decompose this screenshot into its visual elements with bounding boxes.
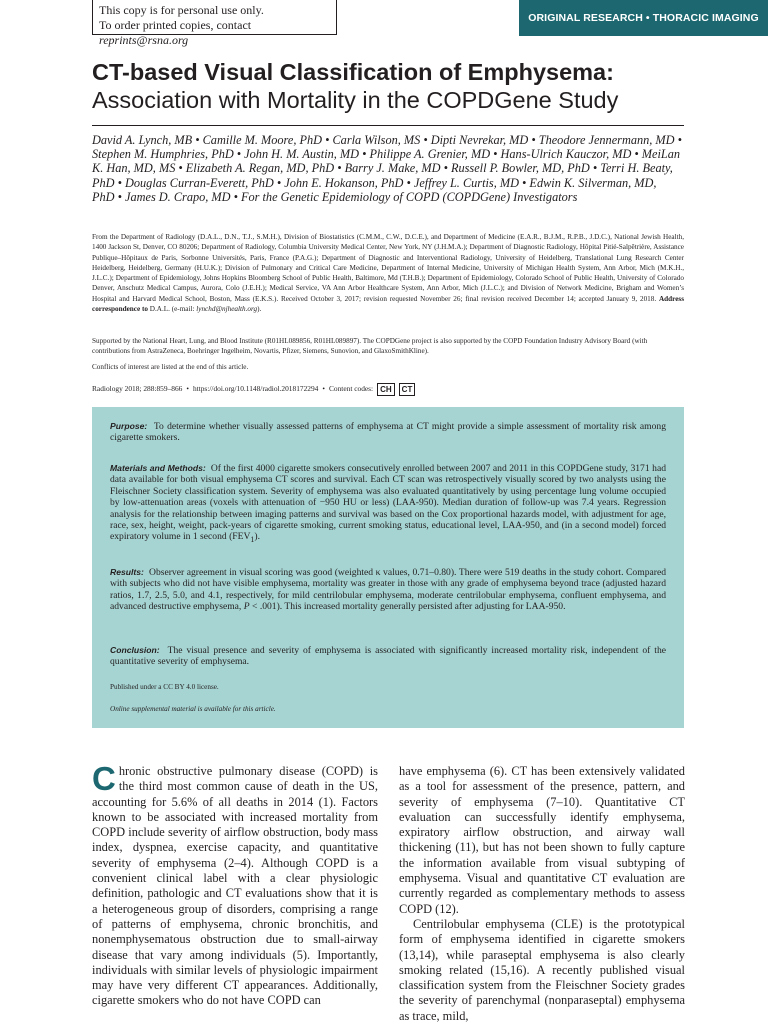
body-column-right bbox=[399, 764, 685, 1024]
body-paragraph: hronic obstructive pulmonary disease (COPD) is the third most common cause of death in the US, accounting for 5.6% of all deaths in 2014 (1). Factors known to be associated with increased mortality from COPD include severity of airflow obstruction, body mass index, dyspnea, exercise capacity, and quantitative severity of emphysema (2–4). Although COPD is a convenient clinical label with a clear physiologic definition, pathologic and CT evaluations show that it is a heterogeneous group of disorders, comprising a range of patterns of emphysema, chronic bronchitis, and nonemphysematous obstruction due to small-airway disease that vary among individuals (5). Importantly, individuals with similar levels of physiologic impairment may have very different CT appearances. Additionally, cigarette smokers who do not have COPD can bbox=[92, 764, 378, 1008]
conclusion-text: The visual presence and severity of emphysema is associated with significantly increased mortality risk, independent of the quantitative severity of emphysema. bbox=[110, 645, 666, 668]
correspondence-end: ). bbox=[257, 305, 262, 314]
title-divider bbox=[92, 125, 684, 126]
supplemental-note: Online supplemental material is available for this article. bbox=[110, 705, 276, 713]
content-code-ch: CH bbox=[377, 383, 395, 396]
citation-text: Radiology 2018; 288:859–866 bbox=[92, 384, 183, 393]
reprints-email-link[interactable]: reprints@rsna.org bbox=[99, 33, 189, 47]
correspondence-text: D.A.L. (e-mail: bbox=[147, 305, 197, 314]
methods-text: Of the first 4000 cigarette smokers consecutively enrolled between 2007 and 2011 in this COPDGene study, 3171 had data available for both visual emphysema CT scores and survival. Each CT scan was retrospectively visually scored by two analysts using the Fleischner Society classification system. Severity of emphysema was also evaluated quantitatively by using percentage lung volume occupied by low-attenuation areas (voxels with attenuation of −950 HU or less) (LAA-950). Median duration of follow-up was 7.4 years. Regression analysis for the relationship between imaging patterns and survival was based on the Cox proportional hazards model, with adjustment for age, race, sex, height, weight, pack-years of cigarette smoking, current smoking status, educational level, LAA-950, and (in a second model) forced expiratory volume in 1 second (FEV bbox=[110, 463, 667, 543]
citation-line bbox=[92, 382, 684, 396]
abstract-box bbox=[92, 407, 684, 728]
funding-statement: Supported by the National Heart, Lung, and Blood Institute (R01HL089856, R01HL089897). The COPDGene project is also supported by the COPD Foundation Industry Advisory Board (with contributions from AstraZeneca, Boehringer Ingelheim, Novartis, Pfizer, Siemens, Sunovion, and GlaxoSmithKline). bbox=[92, 337, 648, 356]
abstract-results bbox=[110, 567, 666, 613]
section-banner: ORIGINAL RESEARCH • THORACIC IMAGING bbox=[519, 0, 768, 36]
results-text: Observer agreement in visual scoring was good (weighted κ values, 0.71–0.80). There were 519 deaths in the study cohort. Compared with subjects who did not have visible emphysema, mortality was greater in those with any grade of emphysema beyond trace (adjusted hazard ratios, 1.7, 2.5, 5.0, and 4.1, respectively, for mild centrilobular emphysema, moderate centrilobular emphysema, confluent emphysema, and advanced destructive emphysema, bbox=[110, 567, 666, 613]
doi-link[interactable]: https://doi.org/10.1148/radiol.2018172294 bbox=[192, 384, 319, 393]
article-subtitle: Association with Mortality in the COPDGene Study bbox=[92, 87, 619, 113]
purpose-text: To determine whether visually assessed patterns of emphysema at CT might provide a simple assessment of mortality risk among cigarette smokers. bbox=[110, 421, 666, 444]
body-paragraph: Centrilobular emphysema (CLE) is the prototypical form of emphysema identified in cigarette smokers (13,14), while paraseptal emphysema is also clearly smoking related (15,16). A recently published visual classification system from the Fleischner Society grades the severity of parenchymal (nonparaseptal) emphysema as trace, mild, bbox=[399, 916, 685, 1023]
affiliations-text: From the Department of Radiology (D.A.L., D.N., T.J., S.M.H.), Division of Biostatistics (C.M.M., C.W., D.C.E.), and Department of Medicine (E.A.R., B.J.M., R.P.B., J.D.C.), National Jewish Health, 1400 Jackson St, Denver, CO 80206; Department of Radiology, Columbia University Medical Center, New York, NY (J.H.M.A.); Department of Diagnostic Radiology, Hôpital Pitié-Salpêtrière, Assistance Publique–Hôpitaux de Paris, Sorbonne Universités, Paris, France (P.A.G.); Department of Diagnostic and Interventional Radiology, University of Heidelberg, Translational Lung Research Center Heidelberg, Heidelberg, Germany (H.U.K.); Division of Pulmonary and Critical Care Medicine, Department of Internal Medicine, University of Michigan Health System, Ann Arbor, Mich (M.K.H., J.L.C.); Department of Epidemiology, Johns Hopkins Bloomberg School of Public Health, Baltimore, Md (T.H.B.); Department of Epidemiology, Colorado School of Public Health, University of Colorado Denver, Anschutz Medical Campus, Aurora, Colo (J.E.H.); Medical Service, VA Ann Arbor Healthcare System, Ann Arbor, Mich (J.L.C.); and Division of Network Medicine, Brigham and Women’s Hospital and Harvard Medical School, Boston, Mass (E.K.S.). Received October 3, 2017; revision requested November 26; final revision received December 14; accepted January 9, 2018. bbox=[92, 233, 684, 303]
content-code-ct: CT bbox=[399, 383, 416, 396]
bullet-separator: • bbox=[186, 384, 189, 393]
license-note: Published under a CC BY 4.0 license. bbox=[110, 683, 219, 691]
notice-line1: This copy is for personal use only. bbox=[99, 3, 264, 17]
article-title-block bbox=[92, 58, 692, 114]
article-title: CT-based Visual Classification of Emphysema: bbox=[92, 59, 614, 85]
body-paragraph: have emphysema (6). CT has been extensively validated as a tool for assessment of the presence, pattern, and severity of emphysema (7–10). Quantitative CT evaluation can successfully identify emphysema, expiratory airflow obstruction, and airway wall thickening (11), but has not been shown to fully capture the information available from visual subtyping of emphysema. Visual and quantitative CT evaluation are currently regarded as complementary methods to assess COPD (12). bbox=[399, 764, 685, 916]
conclusion-label: Conclusion: bbox=[110, 645, 160, 655]
correspondence-email-link[interactable]: lynchd@njhealth.org bbox=[196, 305, 258, 314]
conflicts-statement: Conflicts of interest are listed at the end of this article. bbox=[92, 363, 249, 371]
results-label: Results: bbox=[110, 567, 144, 577]
methods-end: ). bbox=[254, 531, 261, 543]
author-list: David A. Lynch, MB • Camille M. Moore, PhD • Carla Wilson, MS • Dipti Nevrekar, MD • Theodore Jennermann, MD • Stephen M. Humphries, PhD • John H. M. Austin, MD • Philippe A. Grenier, MD • Hans-Ulrich Kauczor, MD • MeiLan K. Han, MD, MS • Elizabeth A. Regan, MD, PhD • Barry J. Make, MD • Russell P. Bowler, MD, PhD • Terri H. Beaty, PhD • Douglas Curran-Everett, PhD • John E. Hokanson, PhD • Jeffrey L. Curtis, MD • Edwin K. Silverman, MD, PhD • James D. Crapo, MD • For the Genetic Epidemiology of COPD (COPDGene) Investigators bbox=[92, 133, 682, 204]
bullet-separator: • bbox=[322, 384, 325, 393]
affiliations bbox=[92, 232, 684, 314]
abstract-conclusion bbox=[110, 645, 666, 668]
results-p-symbol: P bbox=[243, 601, 250, 613]
notice-line2-prefix: To order printed copies, contact bbox=[99, 18, 252, 32]
results-end: < .001). This increased mortality generally persisted after adjusting for LAA-950. bbox=[249, 601, 566, 613]
abstract-methods bbox=[110, 463, 666, 546]
notice-line2 bbox=[99, 18, 330, 48]
correspondence-label: Address correspondence to bbox=[92, 294, 685, 314]
methods-subscript: 1 bbox=[250, 535, 255, 545]
personal-use-notice bbox=[92, 0, 337, 47]
purpose-label: Purpose: bbox=[110, 421, 148, 431]
abstract-purpose bbox=[110, 421, 666, 444]
methods-label: Materials and Methods: bbox=[110, 463, 206, 473]
drop-cap: C bbox=[92, 760, 116, 797]
content-codes-label: Content codes: bbox=[328, 384, 374, 393]
body-column-left bbox=[92, 760, 378, 1009]
